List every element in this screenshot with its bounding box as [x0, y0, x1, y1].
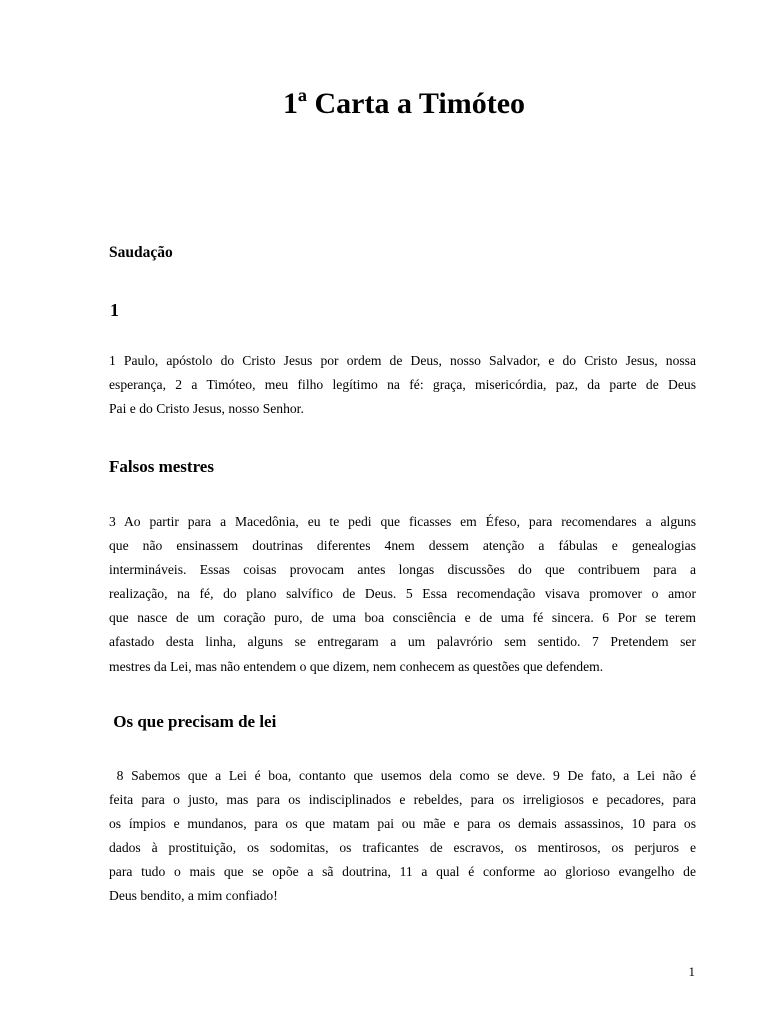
text-line: para tudo o mais que se opõe a sã doutrina, 11 a qual é conforme ao glorioso evangelho de [109, 864, 696, 880]
chapter-number: 1 [110, 300, 119, 320]
section-heading-os-que-precisam-de-lei: Os que precisam de lei [109, 712, 277, 731]
paragraph-saudacao [109, 349, 696, 421]
text-line: feita para o justo, mas para os indisciplinados e rebeldes, para os irreligiosos e pecadores, para [109, 792, 696, 808]
text-line: 8 Sabemos que a Lei é boa, contanto que usemos dela como se deve. 9 De fato, a Lei não é [109, 768, 696, 783]
text-line: os ímpios e mundanos, para os que matam pai ou mãe e para os demais assassinos, 10 para os [109, 816, 696, 832]
section-heading-falsos-mestres: Falsos mestres [109, 457, 214, 476]
section-heading-saudacao: Saudação [109, 244, 173, 261]
text-line: Deus bendito, a mim confiado! [109, 888, 278, 904]
text-line: 3 Ao partir para a Macedônia, eu te pedi que ficasses em Éfeso, para recomendares a alguns [109, 514, 696, 529]
paragraph-falsos-mestres [109, 510, 696, 679]
text-line: que nasce de um coração puro, de uma boa consciência e de uma fé sincera. 6 Por se terem [109, 610, 696, 626]
text-line: Pai e do Cristo Jesus, nosso Senhor. [109, 401, 304, 417]
text-line: afastado desta linha, alguns se entregaram a um palavrório sem sentido. 7 Pretendem ser [109, 634, 696, 650]
document-title: 1ª Carta a Timóteo [282, 87, 526, 120]
text-line: mestres da Lei, mas não entendem o que dizem, nem conhecem as questões que defendem. [109, 658, 604, 674]
text-line: dados à prostituição, os sodomitas, os traficantes de escravos, os mentirosos, os perjuros e [109, 840, 696, 856]
page-number: 1 [688, 964, 695, 979]
text-line: realização, na fé, do plano salvífico de Deus. 5 Essa recomendação visava promover o amor [109, 586, 696, 602]
text-line: esperança, 2 a Timóteo, meu filho legítimo na fé: graça, misericórdia, paz, da parte de Deus [109, 377, 696, 393]
paragraph-os-que-precisam-de-lei [109, 764, 696, 909]
text-line: intermináveis. Essas coisas provocam antes longas discussões do que contribuem para a [109, 562, 696, 578]
text-line: que não ensinassem doutrinas diferentes 4nem dessem atenção a fábulas e genealogias [109, 538, 696, 554]
text-line: 1 Paulo, apóstolo do Cristo Jesus por ordem de Deus, nosso Salvador, e do Cristo Jesus, nossa [109, 353, 696, 368]
